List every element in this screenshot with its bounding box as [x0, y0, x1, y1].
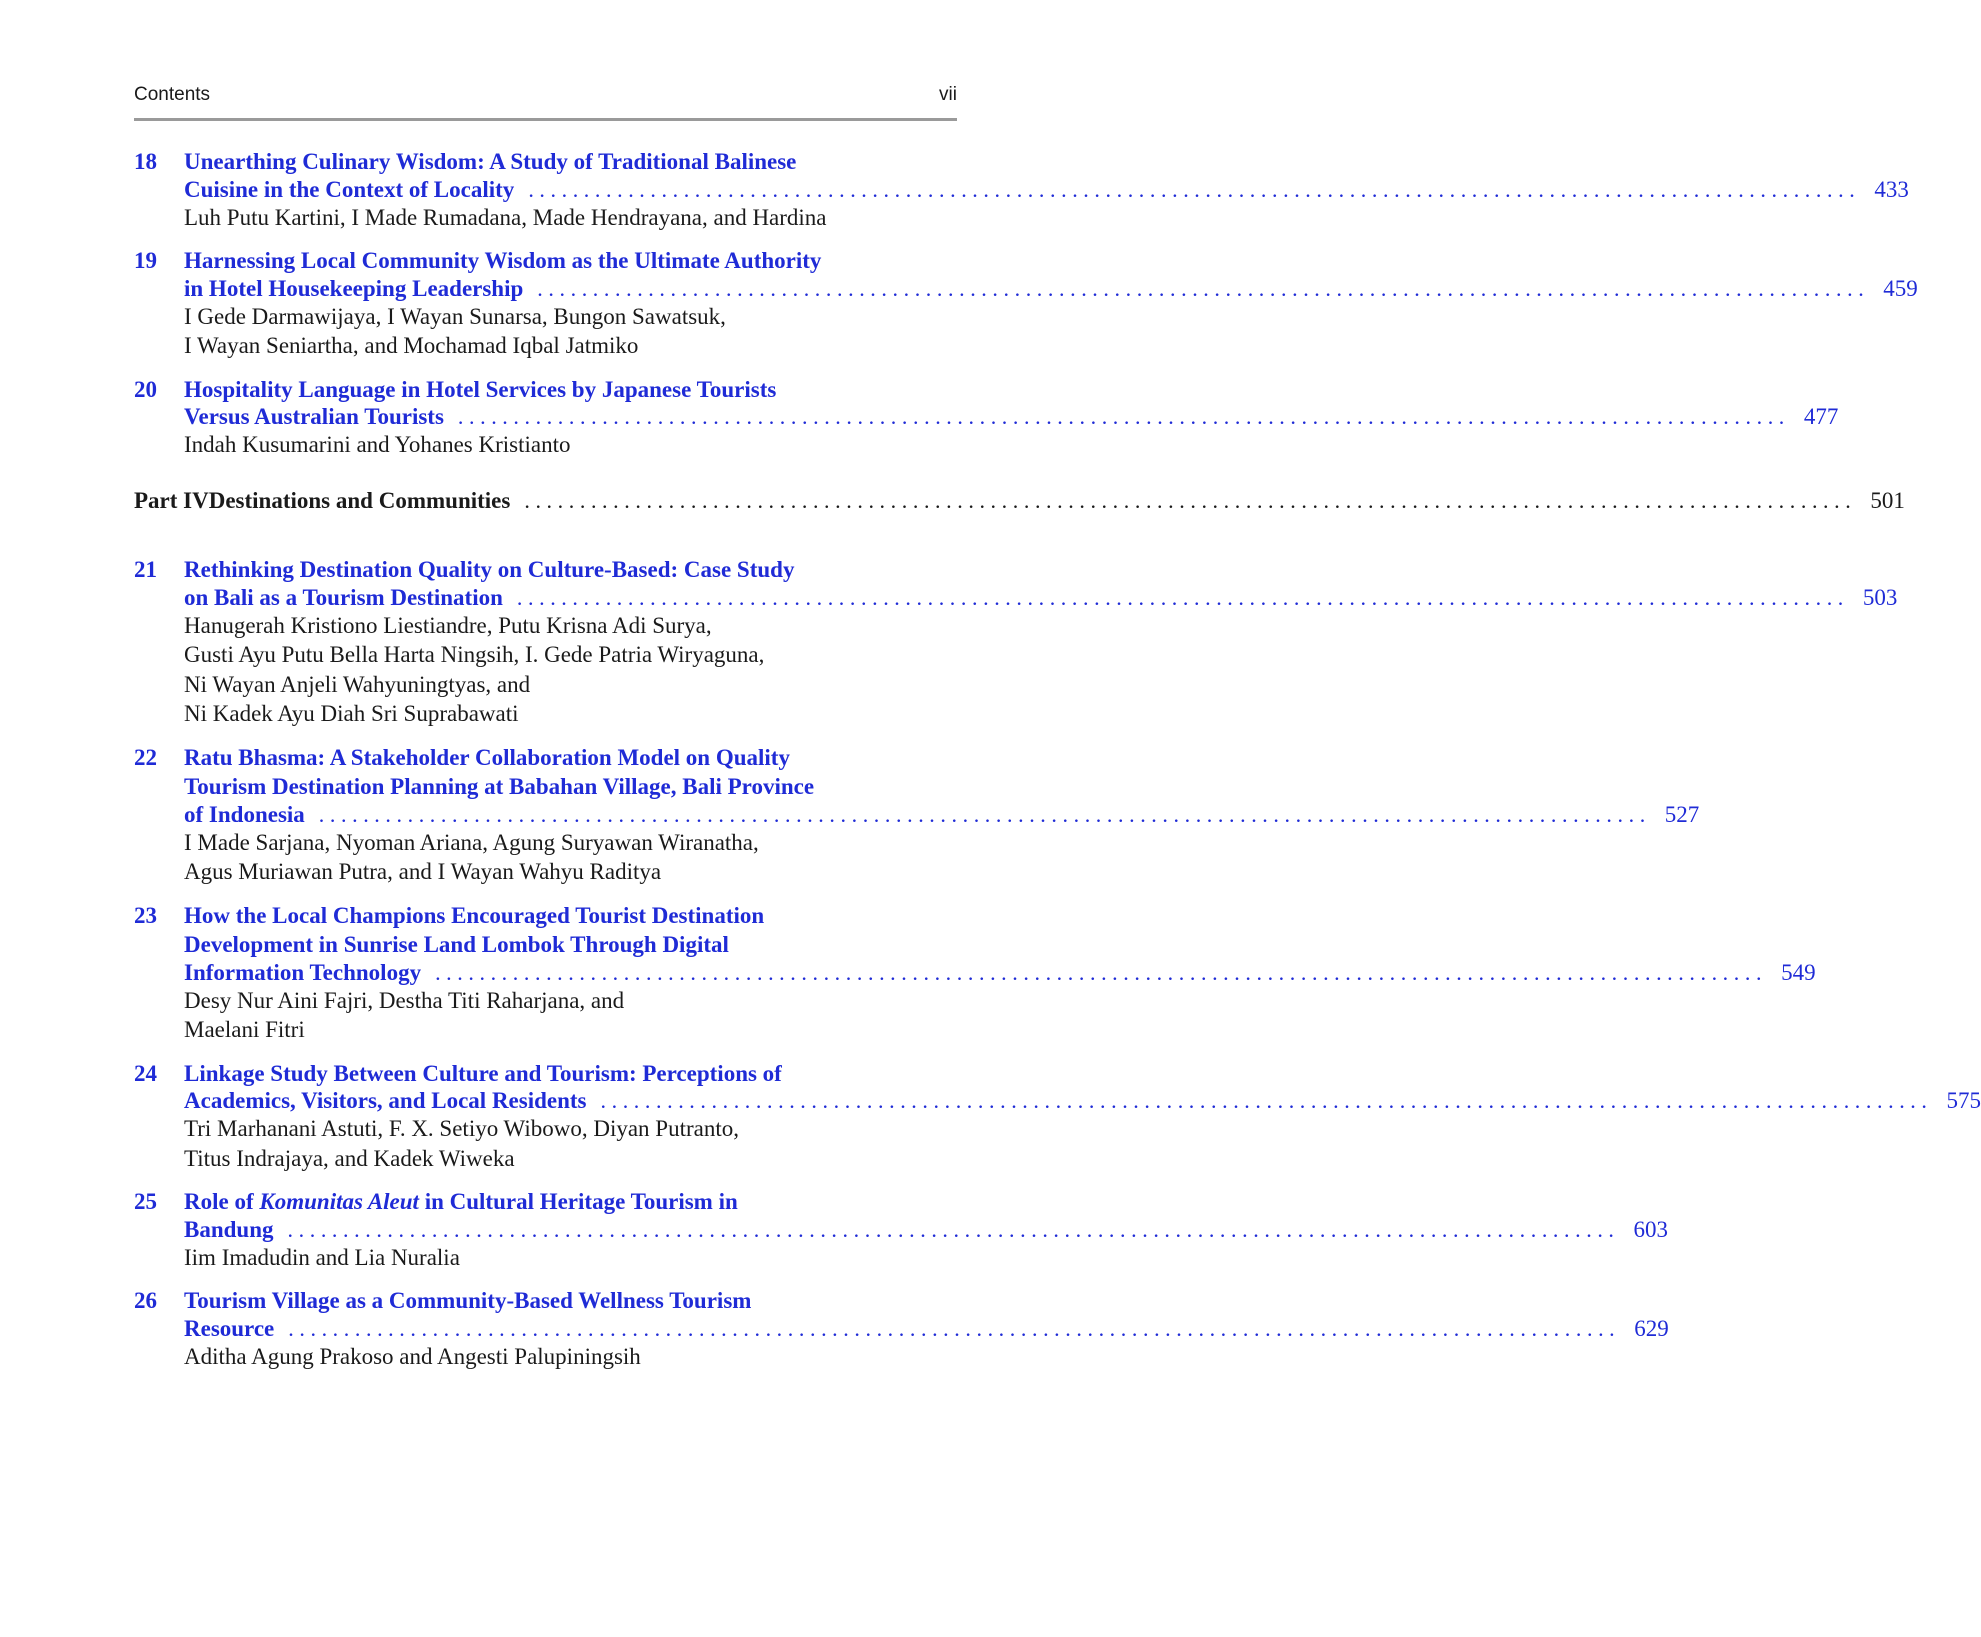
chapter-page-number[interactable]: 629 [1634, 1315, 1669, 1341]
chapter-title-text: in Cultural Heritage Tourism in [418, 1189, 738, 1214]
leader-dots: ........................................................................................................................ [318, 801, 1651, 827]
chapter-number: 23 [134, 902, 157, 928]
chapter-group-part-iv [134, 555, 1981, 1371]
chapter-number: 18 [134, 149, 157, 174]
chapter-authors: Tri Marhanani Astuti, F. X. Setiyo Wibowo, Diyan Putranto, [184, 1116, 739, 1141]
chapter-title-line: Resource [184, 1315, 275, 1341]
part-heading[interactable] [134, 486, 1905, 516]
chapter-number: 22 [134, 744, 157, 770]
toc-entry-chapter-19[interactable] [134, 246, 1918, 361]
toc-entry-chapter-26[interactable] [134, 1286, 1669, 1371]
chapter-title-line: of Indonesia [184, 801, 305, 827]
chapter-title-line[interactable]: Development in Sunrise Land Lombok Through Digital [184, 932, 729, 957]
chapter-number: 21 [134, 557, 157, 582]
chapter-title-line: Information Technology [184, 959, 422, 985]
chapter-page-number[interactable]: 527 [1664, 801, 1700, 827]
chapter-title-last-line[interactable] [184, 959, 1816, 986]
leader-dots: ........................................................................................................................ [600, 1088, 1933, 1113]
chapter-title-line: on Bali as a Tourism Destination [184, 584, 503, 610]
chapter-title-last-line[interactable] [184, 275, 1918, 302]
chapter-page-number[interactable]: 459 [1883, 275, 1918, 301]
header-rule [134, 118, 957, 121]
chapter-title-line[interactable]: Linkage Study Between Culture and Tourism: Perceptions of [184, 1060, 782, 1086]
toc-entry-chapter-18[interactable] [134, 147, 1909, 232]
chapter-title-line[interactable]: Hospitality Language in Hotel Services by Japanese Tourists [184, 376, 777, 402]
chapter-authors: I Made Sarjana, Nyoman Ariana, Agung Suryawan Wiranatha, [184, 829, 759, 855]
chapter-authors: Luh Putu Kartini, I Made Rumadana, Made Hendrayana, and Hardina [184, 204, 827, 230]
chapter-number: 19 [134, 248, 157, 273]
leader-dots: ........................................................................................................................ [435, 959, 1768, 985]
chapter-title-last-line[interactable] [184, 584, 1898, 611]
chapter-title-last-line[interactable] [184, 1216, 1669, 1243]
chapter-entry-body [184, 1187, 1669, 1272]
toc-entry-chapter-23[interactable] [134, 901, 1816, 1045]
chapter-authors: Agus Muriawan Putra, and I Wayan Wahyu Raditya [184, 859, 662, 884]
chapter-page-number[interactable]: 433 [1874, 176, 1909, 202]
toc-entry-chapter-21[interactable] [134, 555, 1898, 729]
chapter-authors: Ni Wayan Anjeli Wahyuningtyas, and [184, 671, 531, 697]
chapter-authors: Titus Indrajaya, and Kadek Wiweka [184, 1145, 515, 1171]
part-page-number: 501 [1870, 487, 1905, 513]
chapter-title-line: Bandung [184, 1216, 274, 1242]
chapter-title-line: Cuisine in the Context of Locality [184, 176, 515, 202]
chapter-title-line[interactable]: Tourism Village as a Community-Based Wellness Tourism [184, 1288, 752, 1313]
chapter-title-last-line[interactable] [184, 1088, 1981, 1114]
chapter-title-last-line[interactable] [184, 801, 1700, 828]
chapter-authors: Aditha Agung Prakoso and Angesti Palupiningsih [184, 1343, 641, 1369]
chapter-authors: Ni Kadek Ayu Diah Sri Suprabawati [184, 701, 519, 726]
chapter-authors: Indah Kusumarini and Yohanes Kristianto [184, 432, 571, 457]
toc-entry-chapter-24[interactable] [134, 1059, 1981, 1174]
chapter-entry-body [184, 147, 1909, 232]
chapter-page-number[interactable]: 503 [1862, 584, 1898, 610]
chapter-title-italic: Komunitas Aleut [259, 1189, 419, 1214]
chapter-entry-body [184, 1286, 1669, 1371]
leader-dots: ........................................................................................................................ [288, 1315, 1621, 1341]
chapter-authors: I Gede Darmawijaya, I Wayan Sunarsa, Bungon Sawatsuk, [184, 303, 726, 329]
chapter-page-number[interactable]: 477 [1803, 404, 1839, 429]
chapter-title-last-line[interactable] [184, 1315, 1669, 1342]
running-head [134, 84, 957, 106]
chapter-page-number[interactable]: 549 [1781, 959, 1816, 985]
leader-dots: ........................................................................................................................ [528, 176, 1861, 202]
chapter-title-line[interactable]: Harnessing Local Community Wisdom as the Ultimate Authority [184, 248, 822, 273]
chapter-entry-body [184, 1059, 1981, 1174]
chapter-entry-body [184, 555, 1898, 729]
chapter-authors: Gusti Ayu Putu Bella Harta Ningsih, I. Gede Patria Wiryaguna, [184, 642, 765, 667]
leader-dots: ........................................................................................................................ [537, 275, 1870, 301]
chapter-authors: Hanugerah Kristiono Liestiandre, Putu Krisna Adi Surya, [184, 612, 712, 638]
chapter-title-line: Academics, Visitors, and Local Residents [184, 1088, 587, 1113]
chapter-authors: I Wayan Seniartha, and Mochamad Iqbal Jatmiko [184, 333, 639, 358]
chapter-authors: Iim Imadudin and Lia Nuralia [184, 1244, 460, 1270]
part-title: Destinations and Communities [208, 487, 511, 513]
chapter-page-number[interactable]: 575 [1946, 1088, 1981, 1113]
part-label: Part IV [134, 487, 209, 513]
chapter-title-line[interactable]: How the Local Champions Encouraged Tourist Destination [184, 902, 765, 928]
chapter-title-last-line[interactable] [184, 404, 1839, 430]
chapter-title-last-line[interactable] [184, 176, 1909, 203]
chapter-entry-body [184, 901, 1816, 1045]
table-of-contents [134, 147, 1981, 1385]
leader-dots: ........................................................................................................................ [287, 1216, 1620, 1242]
chapter-authors: Maelani Fitri [184, 1017, 305, 1042]
chapter-entry-body [184, 246, 1918, 361]
chapter-title-line[interactable]: Ratu Bhasma: A Stakeholder Collaboration Model on Quality [184, 744, 790, 770]
chapter-number: 25 [134, 1189, 157, 1214]
leader-dots: ........................................................................................................................ [457, 404, 1790, 429]
chapter-number: 20 [134, 376, 157, 402]
chapter-title-line: in Hotel Housekeeping Leadership [184, 275, 524, 301]
chapter-entry-body [184, 743, 1700, 887]
chapter-title-line[interactable] [184, 1187, 957, 1217]
toc-entry-chapter-20[interactable] [134, 375, 1839, 460]
chapter-title-line[interactable]: Unearthing Culinary Wisdom: A Study of Traditional Balinese [184, 149, 797, 174]
running-head-title: Contents [134, 84, 211, 105]
chapter-title-text: Role of [184, 1189, 260, 1214]
toc-entry-chapter-25[interactable] [134, 1187, 1669, 1272]
chapter-title-line[interactable]: Tourism Destination Planning at Babahan Village, Bali Province [184, 774, 815, 799]
leader-dots: ........................................................................................................................ [516, 584, 1849, 610]
page-number: vii [939, 84, 957, 105]
chapter-number: 24 [134, 1060, 157, 1086]
chapter-title-line[interactable]: Rethinking Destination Quality on Culture-Based: Case Study [184, 557, 795, 582]
chapter-entry-body [184, 375, 1839, 460]
chapter-title-line: Versus Australian Tourists [184, 404, 444, 429]
toc-entry-chapter-22[interactable] [134, 743, 1700, 887]
chapter-authors: Desy Nur Aini Fajri, Destha Titi Raharjana, and [184, 987, 625, 1013]
chapter-number: 26 [134, 1288, 157, 1313]
leader-dots: ........................................................................................................................ [524, 487, 1857, 513]
chapter-group-part-iii [134, 147, 1918, 460]
chapter-page-number[interactable]: 603 [1633, 1216, 1669, 1242]
